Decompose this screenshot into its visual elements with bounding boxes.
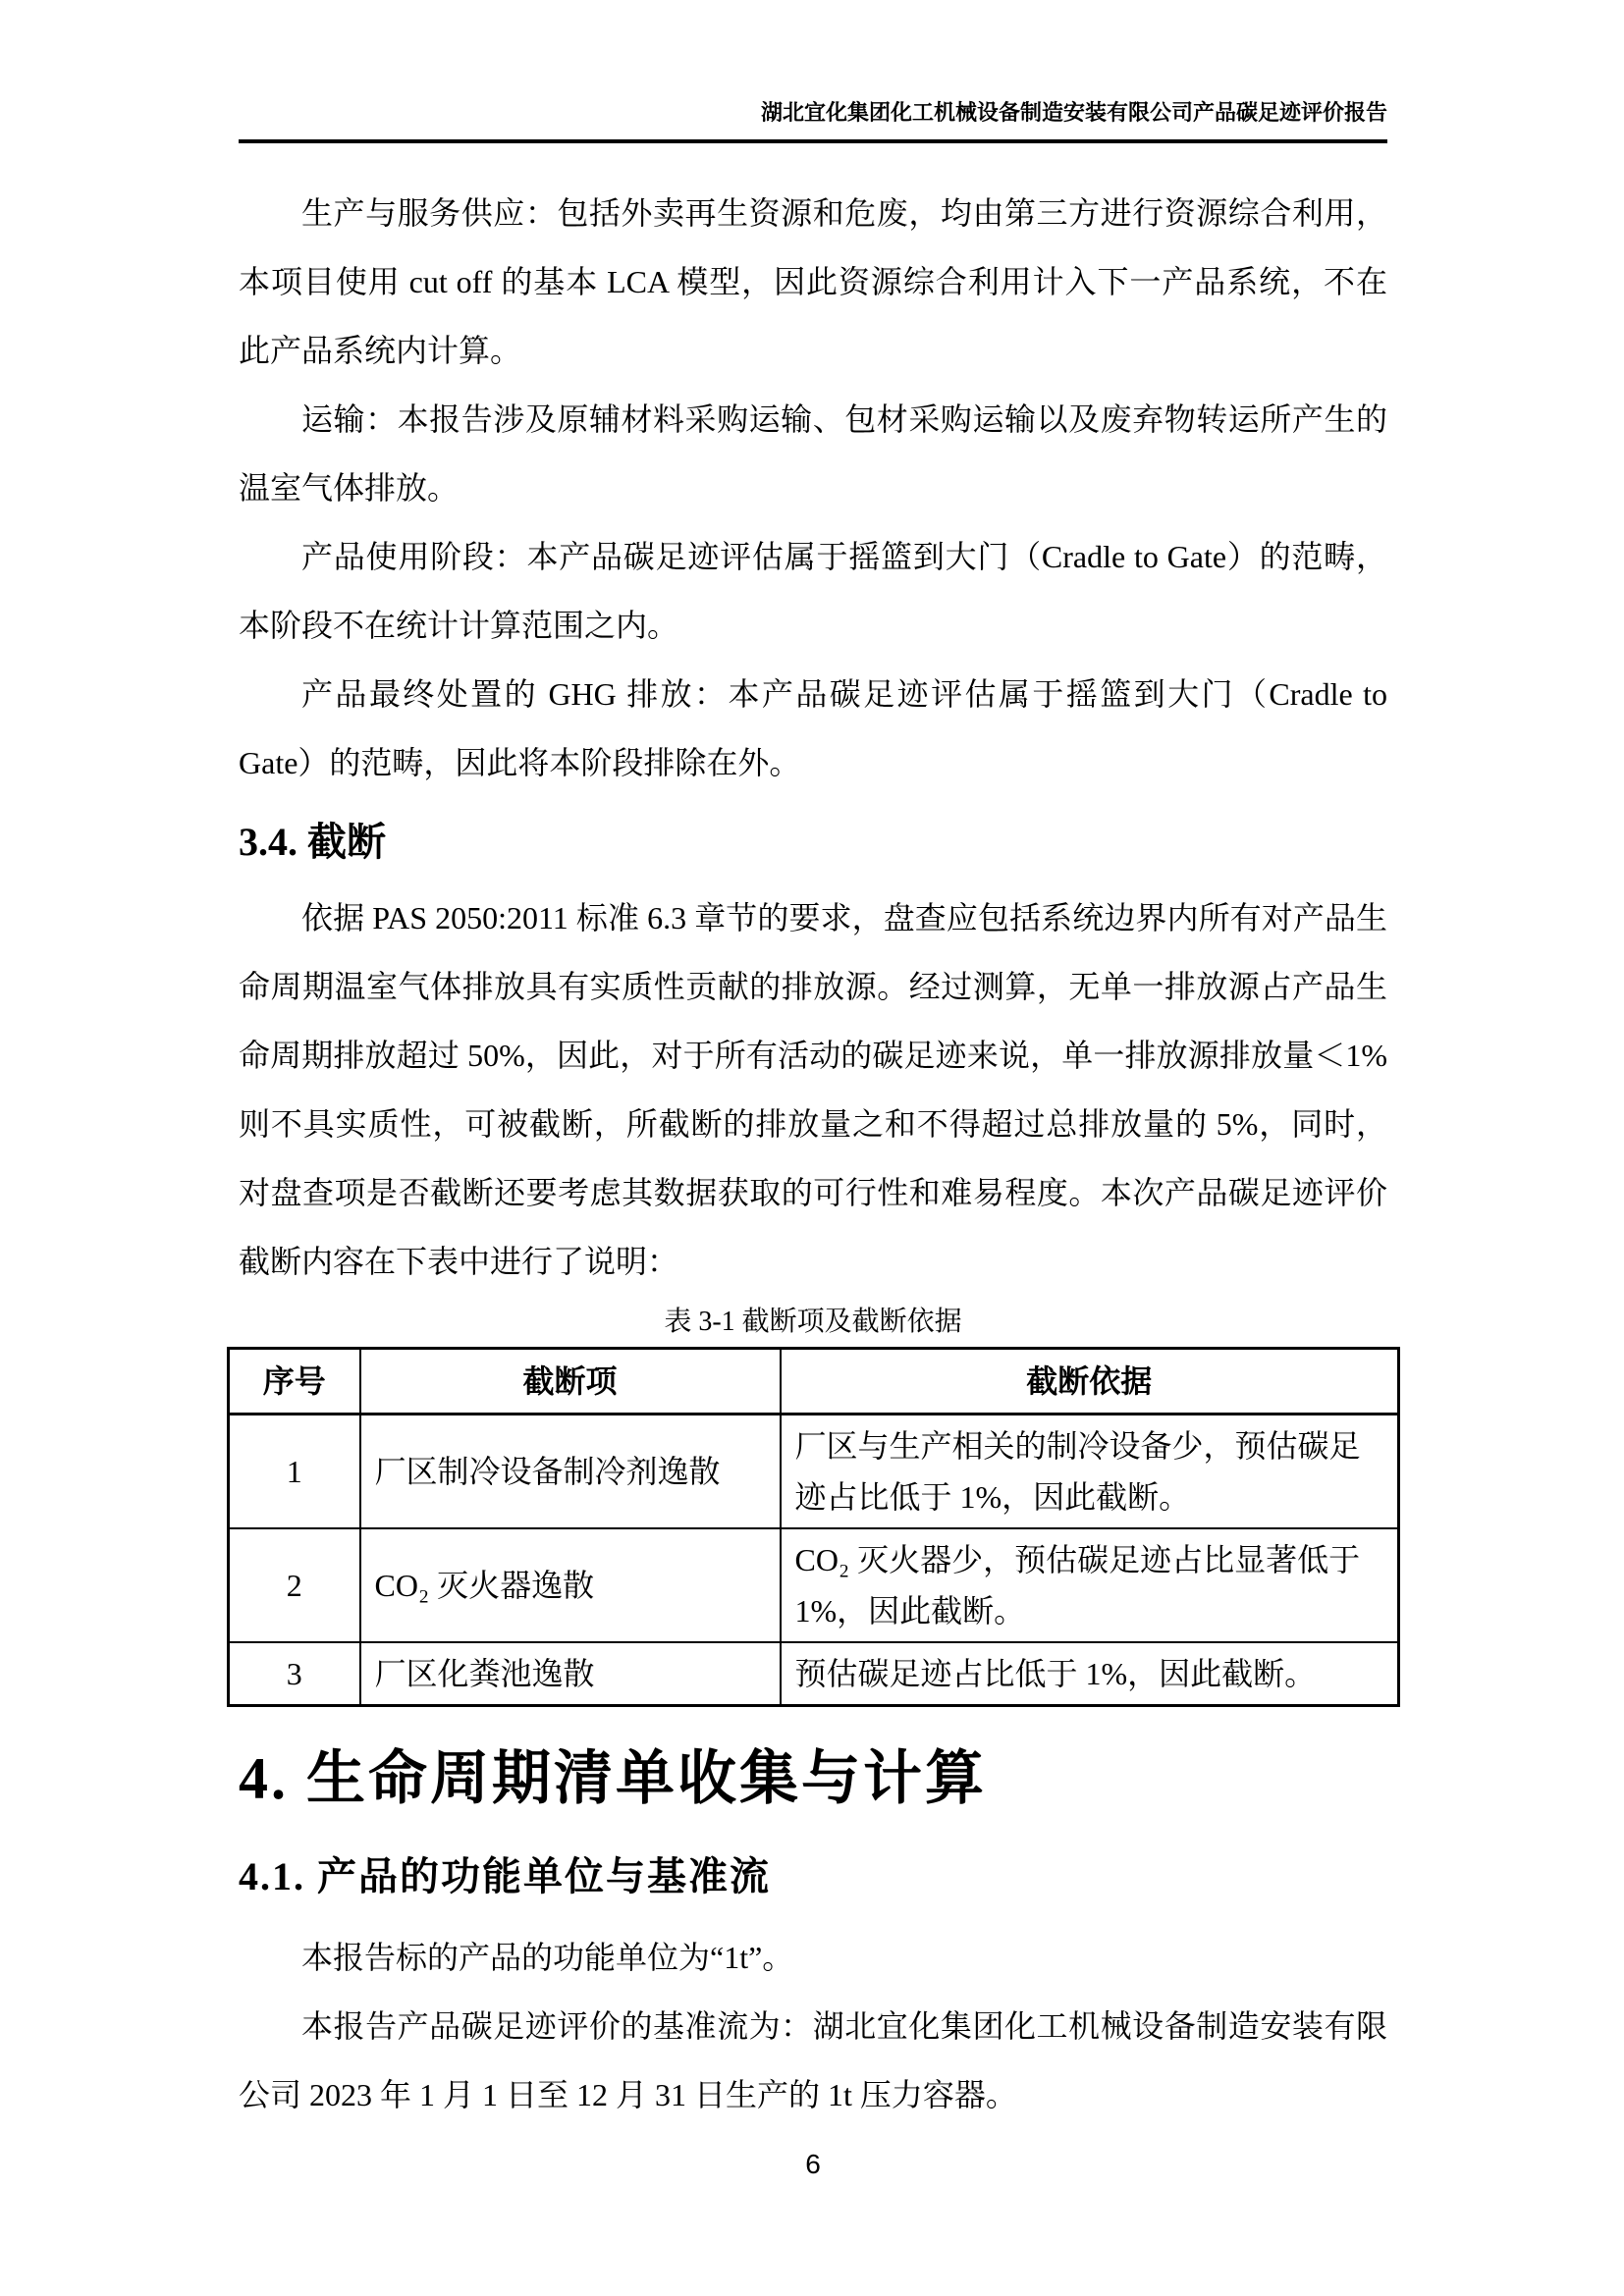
- paragraph-cutoff-criteria: 依据 PAS 2050:2011 标准 6.3 章节的要求，盘查应包括系统边界内所有对产品生命周期温室气体排放具有实质性贡献的排放源。经过测算，无单一排放源占产品生命周期排放超过 50%，因此，对于所有活动的碳足迹来说，单一排放源排放量＜1%则不具实质性，可被截断，所截断的排放量之和不得超过总排放量的 5%，同时，对盘查项是否截断还要考虑其数据获取的可行性和难易程度。本次产品碳足迹评价截断内容在下表中进行了说明：: [239, 900, 1387, 1279]
- cell-item: 厂区制冷设备制冷剂逸散: [360, 1415, 781, 1529]
- cell-item: 厂区化粪池逸散: [360, 1642, 781, 1706]
- cell-no: 2: [229, 1528, 360, 1642]
- header-title: 湖北宜化集团化工机械设备制造安装有限公司产品碳足迹评价报告: [760, 100, 1387, 125]
- cell-basis: 预估碳足迹占比低于 1%，因此截断。: [781, 1642, 1399, 1706]
- table-row: [229, 1528, 1399, 1642]
- cell-no: 3: [229, 1642, 360, 1706]
- col-header-basis: 截断依据: [781, 1349, 1399, 1415]
- col-header-no: 序号: [229, 1349, 360, 1415]
- cell-basis: 厂区与生产相关的制冷设备少，预估碳足迹占比低于 1%，因此截断。: [781, 1415, 1399, 1529]
- page-number: 6: [805, 2149, 821, 2179]
- paragraph-reference-flow: 本报告产品碳足迹评价的基准流为：湖北宜化集团化工机械设备制造安装有限公司 2023 年 1 月 1 日至 12 月 31 日生产的 1t 压力容器。: [239, 2008, 1387, 2112]
- table-row: [229, 1642, 1399, 1706]
- cell-no: 1: [229, 1415, 360, 1529]
- table-caption: 表 3-1 截断项及截断依据: [664, 1307, 962, 1337]
- section-3-4-heading: 3.4. 截断: [239, 820, 386, 864]
- paragraph-production-services: 生产与服务供应：包括外卖再生资源和危废，均由第三方进行资源综合利用，本项目使用 cut off 的基本 LCA 模型，因此资源综合利用计入下一产品系统，不在此产品系统内计算。: [239, 195, 1387, 368]
- cell-item: CO₂ 灭火器逸散: [360, 1528, 781, 1642]
- cell-basis: CO₂ 灭火器少，预估碳足迹占比显著低于 1%，因此截断。: [781, 1528, 1399, 1642]
- col-header-item: 截断项: [360, 1349, 781, 1415]
- paragraph-final-disposal: 产品最终处置的 GHG 排放：本产品碳足迹评估属于摇篮到大门（Cradle to Gate）的范畴，因此将本阶段排除在外。: [239, 676, 1387, 780]
- page-header: [239, 98, 1387, 143]
- chapter-4-heading: 4. 生命周期清单收集与计算: [239, 1746, 987, 1811]
- cutoff-table: [227, 1347, 1400, 1707]
- table-header-row: [229, 1349, 1399, 1415]
- paragraph-transport: 运输：本报告涉及原辅材料采购运输、包材采购运输以及废弃物转运所产生的温室气体排放。: [239, 401, 1387, 506]
- paragraph-use-stage: 产品使用阶段：本产品碳足迹评估属于摇篮到大门（Cradle to Gate）的范畴，本阶段不在统计计算范围之内。: [239, 539, 1387, 643]
- paragraph-functional-unit: 本报告标的产品的功能单位为“1t”。: [301, 1940, 794, 1975]
- section-4-1-heading: 4.1. 产品的功能单位与基准流: [239, 1854, 771, 1898]
- table-row: [229, 1415, 1399, 1529]
